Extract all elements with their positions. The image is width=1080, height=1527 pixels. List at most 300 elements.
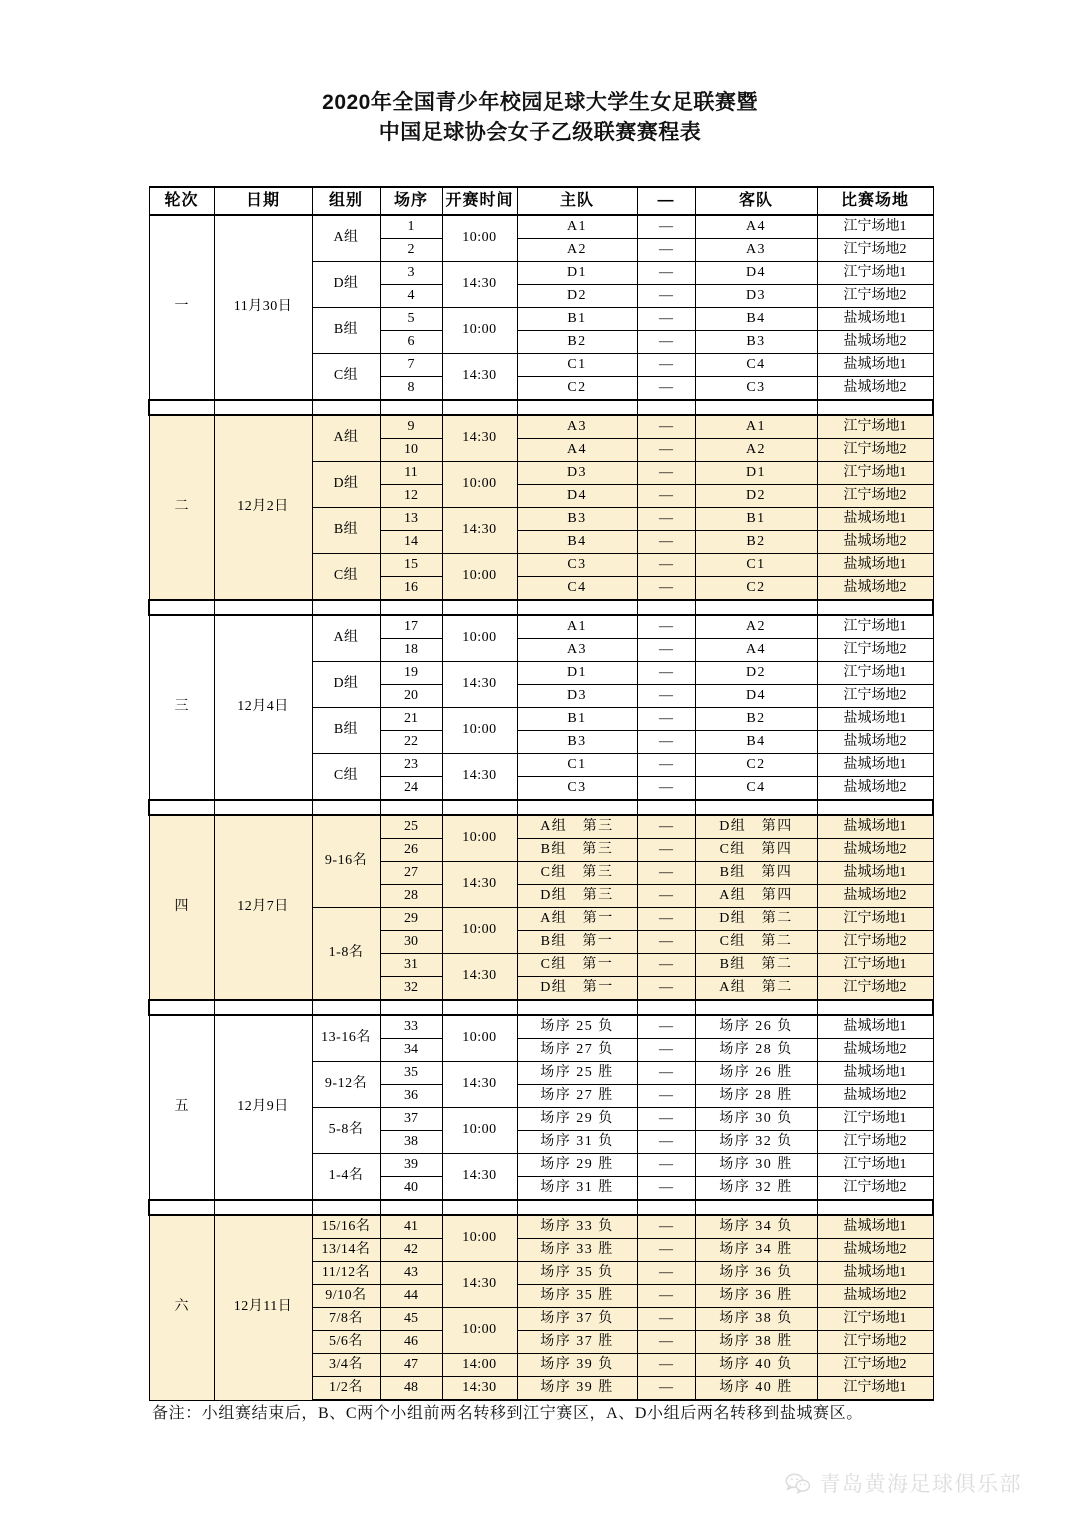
versus-dash-cell: — <box>637 331 695 354</box>
round-number-cell: 五 <box>149 1015 214 1200</box>
venue-cell: 盐城场地1 <box>817 1215 933 1239</box>
versus-dash-cell: — <box>637 1131 695 1154</box>
versus-dash-cell: — <box>637 1177 695 1201</box>
spacer-cell <box>149 600 214 615</box>
group-label-cell: 5-8名 <box>312 1108 380 1154</box>
group-label-cell: 13-16名 <box>312 1015 380 1062</box>
home-team-cell: C3 <box>517 554 637 577</box>
match-number-cell: 2 <box>380 239 442 262</box>
versus-dash-cell: — <box>637 977 695 1001</box>
table-row <box>149 215 933 239</box>
away-team-cell: 场序 30 负 <box>695 1108 817 1131</box>
spacer-cell <box>380 1200 442 1215</box>
versus-dash-cell: — <box>637 615 695 639</box>
venue-cell: 江宁场地1 <box>817 215 933 239</box>
versus-dash-cell: — <box>637 954 695 977</box>
match-number-cell: 26 <box>380 839 442 862</box>
group-label-cell: D组 <box>312 262 380 308</box>
schedule-table <box>148 186 934 1401</box>
group-label-cell: 11/12名 <box>312 1262 380 1285</box>
page-title-line-2: 中国足球协会女子乙级联赛赛程表 <box>378 121 702 144</box>
match-number-cell: 10 <box>380 439 442 462</box>
away-team-cell: 场序 36 胜 <box>695 1285 817 1308</box>
kickoff-time-cell: 10:00 <box>442 708 517 754</box>
column-header-date: 日期 <box>214 187 312 215</box>
venue-cell: 盐城场地1 <box>817 754 933 777</box>
kickoff-time-cell: 14:30 <box>442 262 517 308</box>
home-team-cell: D4 <box>517 485 637 508</box>
versus-dash-cell: — <box>637 262 695 285</box>
spacer-cell <box>817 600 933 615</box>
match-number-cell: 48 <box>380 1377 442 1401</box>
spacer-cell <box>214 400 312 415</box>
match-number-cell: 45 <box>380 1308 442 1331</box>
away-team-cell: A1 <box>695 415 817 439</box>
kickoff-time-cell: 10:00 <box>442 1108 517 1154</box>
group-label-cell: B组 <box>312 308 380 354</box>
table-row <box>149 1015 933 1039</box>
home-team-cell: A3 <box>517 415 637 439</box>
versus-dash-cell: — <box>637 1354 695 1377</box>
venue-cell: 盐城场地2 <box>817 885 933 908</box>
versus-dash-cell: — <box>637 1039 695 1062</box>
venue-cell: 盐城场地1 <box>817 862 933 885</box>
away-team-cell: D1 <box>695 462 817 485</box>
versus-dash-cell: — <box>637 1062 695 1085</box>
venue-cell: 江宁场地1 <box>817 954 933 977</box>
kickoff-time-cell: 14:30 <box>442 1377 517 1401</box>
match-number-cell: 18 <box>380 639 442 662</box>
spacer-cell <box>149 1200 214 1215</box>
spacer-cell <box>214 1200 312 1215</box>
column-header-home: 主队 <box>517 187 637 215</box>
group-label-cell: A组 <box>312 615 380 662</box>
versus-dash-cell: — <box>637 215 695 239</box>
home-team-cell: C2 <box>517 377 637 401</box>
round-number-cell: 六 <box>149 1215 214 1400</box>
venue-cell: 江宁场地1 <box>817 1108 933 1131</box>
away-team-cell: C1 <box>695 554 817 577</box>
match-number-cell: 46 <box>380 1331 442 1354</box>
versus-dash-cell: — <box>637 1108 695 1131</box>
match-number-cell: 39 <box>380 1154 442 1177</box>
away-team-cell: D2 <box>695 485 817 508</box>
spacer-cell <box>380 400 442 415</box>
venue-cell: 盐城场地2 <box>817 531 933 554</box>
versus-dash-cell: — <box>637 685 695 708</box>
venue-cell: 江宁场地2 <box>817 977 933 1001</box>
away-team-cell: 场序 38 负 <box>695 1308 817 1331</box>
match-number-cell: 22 <box>380 731 442 754</box>
kickoff-time-cell: 10:00 <box>442 615 517 662</box>
home-team-cell: 场序 31 胜 <box>517 1177 637 1201</box>
match-number-cell: 43 <box>380 1262 442 1285</box>
away-team-cell: 场序 30 胜 <box>695 1154 817 1177</box>
away-team-cell: 场序 40 胜 <box>695 1377 817 1401</box>
match-number-cell: 41 <box>380 1215 442 1239</box>
match-number-cell: 28 <box>380 885 442 908</box>
spacer-cell <box>637 600 695 615</box>
kickoff-time-cell: 10:00 <box>442 554 517 601</box>
kickoff-time-cell: 10:00 <box>442 1015 517 1062</box>
brand-footer <box>785 1468 1023 1498</box>
column-header-time: 开赛时间 <box>442 187 517 215</box>
spacer-cell <box>817 400 933 415</box>
venue-cell: 盐城场地1 <box>817 815 933 839</box>
round-date-cell: 12月2日 <box>214 415 312 600</box>
match-number-cell: 25 <box>380 815 442 839</box>
venue-cell: 江宁场地2 <box>817 239 933 262</box>
versus-dash-cell: — <box>637 708 695 731</box>
match-number-cell: 38 <box>380 1131 442 1154</box>
spacer-cell <box>214 1000 312 1015</box>
group-label-cell: C组 <box>312 354 380 401</box>
group-label-cell: 3/4名 <box>312 1354 380 1377</box>
venue-cell: 盐城场地1 <box>817 354 933 377</box>
away-team-cell: 场序 26 负 <box>695 1015 817 1039</box>
kickoff-time-cell: 14:30 <box>442 1154 517 1201</box>
match-number-cell: 34 <box>380 1039 442 1062</box>
away-team-cell: A4 <box>695 639 817 662</box>
match-number-cell: 6 <box>380 331 442 354</box>
round-date-cell: 12月9日 <box>214 1015 312 1200</box>
venue-cell: 盐城场地2 <box>817 1285 933 1308</box>
brand-name: 青岛黄海足球俱乐部 <box>819 1473 1022 1496</box>
versus-dash-cell: — <box>637 285 695 308</box>
versus-dash-cell: — <box>637 239 695 262</box>
group-label-cell: C组 <box>312 754 380 801</box>
spacer-cell <box>214 600 312 615</box>
match-number-cell: 14 <box>380 531 442 554</box>
away-team-cell: C2 <box>695 577 817 601</box>
venue-cell: 盐城场地2 <box>817 331 933 354</box>
venue-cell: 盐城场地2 <box>817 577 933 601</box>
spacer-cell <box>695 1000 817 1015</box>
spacer-cell <box>214 800 312 815</box>
venue-cell: 江宁场地1 <box>817 908 933 931</box>
spacer-cell <box>149 400 214 415</box>
spacer-cell <box>517 400 637 415</box>
home-team-cell: C组 第三 <box>517 862 637 885</box>
group-label-cell: D组 <box>312 662 380 708</box>
group-label-cell: 7/8名 <box>312 1308 380 1331</box>
page-title-line-1: 2020年全国青少年校园足球大学生女足联赛暨 <box>322 91 758 114</box>
home-team-cell: B1 <box>517 708 637 731</box>
group-label-cell: 1/2名 <box>312 1377 380 1401</box>
versus-dash-cell: — <box>637 662 695 685</box>
home-team-cell: D2 <box>517 285 637 308</box>
home-team-cell: A1 <box>517 615 637 639</box>
versus-dash-cell: — <box>637 1308 695 1331</box>
match-number-cell: 47 <box>380 1354 442 1377</box>
away-team-cell: D组 第二 <box>695 908 817 931</box>
kickoff-time-cell: 14:00 <box>442 1354 517 1377</box>
table-row <box>149 1215 933 1239</box>
away-team-cell: C3 <box>695 377 817 401</box>
group-label-cell: 13/14名 <box>312 1239 380 1262</box>
spacer-cell <box>517 1000 637 1015</box>
home-team-cell: D组 第一 <box>517 977 637 1001</box>
venue-cell: 江宁场地2 <box>817 285 933 308</box>
away-team-cell: B1 <box>695 508 817 531</box>
versus-dash-cell: — <box>637 462 695 485</box>
spacer-cell <box>637 400 695 415</box>
versus-dash-cell: — <box>637 931 695 954</box>
away-team-cell: 场序 34 负 <box>695 1215 817 1239</box>
home-team-cell: A4 <box>517 439 637 462</box>
match-number-cell: 23 <box>380 754 442 777</box>
venue-cell: 盐城场地1 <box>817 1015 933 1039</box>
away-team-cell: 场序 32 胜 <box>695 1177 817 1201</box>
versus-dash-cell: — <box>637 1239 695 1262</box>
group-label-cell: 5/6名 <box>312 1331 380 1354</box>
kickoff-time-cell: 10:00 <box>442 815 517 862</box>
match-number-cell: 5 <box>380 308 442 331</box>
away-team-cell: D4 <box>695 262 817 285</box>
venue-cell: 盐城场地1 <box>817 708 933 731</box>
match-number-cell: 27 <box>380 862 442 885</box>
venue-cell: 盐城场地2 <box>817 1085 933 1108</box>
table-header <box>149 187 933 215</box>
match-number-cell: 29 <box>380 908 442 931</box>
away-team-cell: D组 第四 <box>695 815 817 839</box>
spacer-cell <box>817 1200 933 1215</box>
venue-cell: 江宁场地2 <box>817 1331 933 1354</box>
round-date-cell: 12月7日 <box>214 815 312 1000</box>
spacer-cell <box>442 800 517 815</box>
venue-cell: 江宁场地2 <box>817 439 933 462</box>
home-team-cell: A2 <box>517 239 637 262</box>
home-team-cell: B组 第一 <box>517 931 637 954</box>
venue-cell: 江宁场地2 <box>817 1131 933 1154</box>
round-date-cell: 12月11日 <box>214 1215 312 1400</box>
away-team-cell: B2 <box>695 708 817 731</box>
spacer-cell <box>695 1200 817 1215</box>
spacer-cell <box>312 1200 380 1215</box>
versus-dash-cell: — <box>637 1154 695 1177</box>
away-team-cell: 场序 40 负 <box>695 1354 817 1377</box>
versus-dash-cell: — <box>637 839 695 862</box>
venue-cell: 盐城场地2 <box>817 777 933 801</box>
away-team-cell: B组 第四 <box>695 862 817 885</box>
match-number-cell: 16 <box>380 577 442 601</box>
kickoff-time-cell: 14:30 <box>442 415 517 462</box>
versus-dash-cell: — <box>637 1262 695 1285</box>
match-number-cell: 11 <box>380 462 442 485</box>
versus-dash-cell: — <box>637 308 695 331</box>
away-team-cell: D4 <box>695 685 817 708</box>
group-label-cell: 9-12名 <box>312 1062 380 1108</box>
round-separator-row <box>149 600 933 615</box>
away-team-cell: C4 <box>695 354 817 377</box>
match-number-cell: 24 <box>380 777 442 801</box>
away-team-cell: B组 第二 <box>695 954 817 977</box>
home-team-cell: 场序 37 负 <box>517 1308 637 1331</box>
match-number-cell: 7 <box>380 354 442 377</box>
home-team-cell: 场序 27 胜 <box>517 1085 637 1108</box>
match-number-cell: 3 <box>380 262 442 285</box>
home-team-cell: 场序 25 负 <box>517 1015 637 1039</box>
column-header-vs: — <box>637 187 695 215</box>
versus-dash-cell: — <box>637 508 695 531</box>
spacer-cell <box>442 1200 517 1215</box>
away-team-cell: C组 第二 <box>695 931 817 954</box>
kickoff-time-cell: 10:00 <box>442 1215 517 1262</box>
spacer-cell <box>817 1000 933 1015</box>
kickoff-time-cell: 14:30 <box>442 508 517 554</box>
home-team-cell: 场序 37 胜 <box>517 1331 637 1354</box>
table-row <box>149 415 933 439</box>
group-label-cell: A组 <box>312 215 380 262</box>
spacer-cell <box>380 600 442 615</box>
match-number-cell: 30 <box>380 931 442 954</box>
home-team-cell: 场序 31 负 <box>517 1131 637 1154</box>
spacer-cell <box>442 600 517 615</box>
match-number-cell: 37 <box>380 1108 442 1131</box>
venue-cell: 江宁场地1 <box>817 262 933 285</box>
home-team-cell: 场序 29 负 <box>517 1108 637 1131</box>
group-label-cell: 9/10名 <box>312 1285 380 1308</box>
home-team-cell: C4 <box>517 577 637 601</box>
away-team-cell: 场序 28 负 <box>695 1039 817 1062</box>
spacer-cell <box>637 1200 695 1215</box>
away-team-cell: C2 <box>695 754 817 777</box>
away-team-cell: A2 <box>695 615 817 639</box>
versus-dash-cell: — <box>637 1215 695 1239</box>
match-number-cell: 1 <box>380 215 442 239</box>
footnote: 备注：小组赛结束后，B、C两个小组前两名转移到江宁赛区，A、D小组后两名转移到盐城赛区。 <box>152 1405 863 1422</box>
round-number-cell: 二 <box>149 415 214 600</box>
spacer-cell <box>817 800 933 815</box>
away-team-cell: B2 <box>695 531 817 554</box>
versus-dash-cell: — <box>637 531 695 554</box>
kickoff-time-cell: 10:00 <box>442 1308 517 1354</box>
spacer-cell <box>517 800 637 815</box>
venue-cell: 江宁场地1 <box>817 662 933 685</box>
venue-cell: 江宁场地2 <box>817 485 933 508</box>
match-number-cell: 21 <box>380 708 442 731</box>
versus-dash-cell: — <box>637 377 695 401</box>
spacer-cell <box>517 600 637 615</box>
venue-cell: 盐城场地2 <box>817 731 933 754</box>
venue-cell: 盐城场地1 <box>817 308 933 331</box>
venue-cell: 江宁场地1 <box>817 1377 933 1401</box>
home-team-cell: 场序 25 胜 <box>517 1062 637 1085</box>
round-separator-row <box>149 1200 933 1215</box>
versus-dash-cell: — <box>637 639 695 662</box>
home-team-cell: D1 <box>517 262 637 285</box>
venue-cell: 江宁场地2 <box>817 931 933 954</box>
venue-cell: 盐城场地2 <box>817 1039 933 1062</box>
home-team-cell: 场序 39 负 <box>517 1354 637 1377</box>
match-number-cell: 13 <box>380 508 442 531</box>
match-number-cell: 31 <box>380 954 442 977</box>
away-team-cell: 场序 32 负 <box>695 1131 817 1154</box>
versus-dash-cell: — <box>637 862 695 885</box>
kickoff-time-cell: 10:00 <box>442 462 517 508</box>
spacer-cell <box>637 1000 695 1015</box>
away-team-cell: B3 <box>695 331 817 354</box>
versus-dash-cell: — <box>637 577 695 601</box>
versus-dash-cell: — <box>637 354 695 377</box>
venue-cell: 盐城场地2 <box>817 839 933 862</box>
group-label-cell: 9-16名 <box>312 815 380 908</box>
away-team-cell: D3 <box>695 285 817 308</box>
round-separator-row <box>149 400 933 415</box>
spacer-cell <box>312 1000 380 1015</box>
home-team-cell: B1 <box>517 308 637 331</box>
venue-cell: 盐城场地1 <box>817 1062 933 1085</box>
round-number-cell: 三 <box>149 615 214 800</box>
home-team-cell: B3 <box>517 731 637 754</box>
column-header-round: 轮次 <box>149 187 214 215</box>
match-number-cell: 33 <box>380 1015 442 1039</box>
match-number-cell: 40 <box>380 1177 442 1201</box>
versus-dash-cell: — <box>637 1085 695 1108</box>
match-number-cell: 15 <box>380 554 442 577</box>
home-team-cell: 场序 33 胜 <box>517 1239 637 1262</box>
versus-dash-cell: — <box>637 1015 695 1039</box>
spacer-cell <box>312 600 380 615</box>
match-number-cell: 35 <box>380 1062 442 1085</box>
away-team-cell: A4 <box>695 215 817 239</box>
venue-cell: 盐城场地2 <box>817 377 933 401</box>
venue-cell: 江宁场地2 <box>817 639 933 662</box>
spacer-cell <box>149 800 214 815</box>
spacer-cell <box>695 600 817 615</box>
away-team-cell: D2 <box>695 662 817 685</box>
home-team-cell: 场序 35 胜 <box>517 1285 637 1308</box>
versus-dash-cell: — <box>637 485 695 508</box>
home-team-cell: C3 <box>517 777 637 801</box>
group-label-cell: 1-8名 <box>312 908 380 1001</box>
away-team-cell: 场序 34 胜 <box>695 1239 817 1262</box>
versus-dash-cell: — <box>637 1331 695 1354</box>
home-team-cell: 场序 27 负 <box>517 1039 637 1062</box>
round-number-cell: 四 <box>149 815 214 1000</box>
venue-cell: 江宁场地1 <box>817 415 933 439</box>
versus-dash-cell: — <box>637 885 695 908</box>
wechat-icon <box>785 1472 811 1494</box>
spacer-cell <box>442 400 517 415</box>
group-label-cell: D组 <box>312 462 380 508</box>
spacer-cell <box>442 1000 517 1015</box>
column-header-away: 客队 <box>695 187 817 215</box>
match-number-cell: 32 <box>380 977 442 1001</box>
spacer-cell <box>695 800 817 815</box>
home-team-cell: B4 <box>517 531 637 554</box>
round-number-cell: 一 <box>149 215 214 400</box>
match-number-cell: 17 <box>380 615 442 639</box>
home-team-cell: A1 <box>517 215 637 239</box>
venue-cell: 江宁场地1 <box>817 615 933 639</box>
home-team-cell: B组 第三 <box>517 839 637 862</box>
round-separator-row <box>149 1000 933 1015</box>
kickoff-time-cell: 10:00 <box>442 308 517 354</box>
home-team-cell: A组 第一 <box>517 908 637 931</box>
group-label-cell: B组 <box>312 708 380 754</box>
venue-cell: 江宁场地1 <box>817 1154 933 1177</box>
group-label-cell: 1-4名 <box>312 1154 380 1201</box>
home-team-cell: D组 第三 <box>517 885 637 908</box>
away-team-cell: A组 第二 <box>695 977 817 1001</box>
group-label-cell: 15/16名 <box>312 1215 380 1239</box>
spacer-cell <box>517 1200 637 1215</box>
away-team-cell: B4 <box>695 731 817 754</box>
away-team-cell: A3 <box>695 239 817 262</box>
spacer-cell <box>380 1000 442 1015</box>
venue-cell: 江宁场地2 <box>817 685 933 708</box>
